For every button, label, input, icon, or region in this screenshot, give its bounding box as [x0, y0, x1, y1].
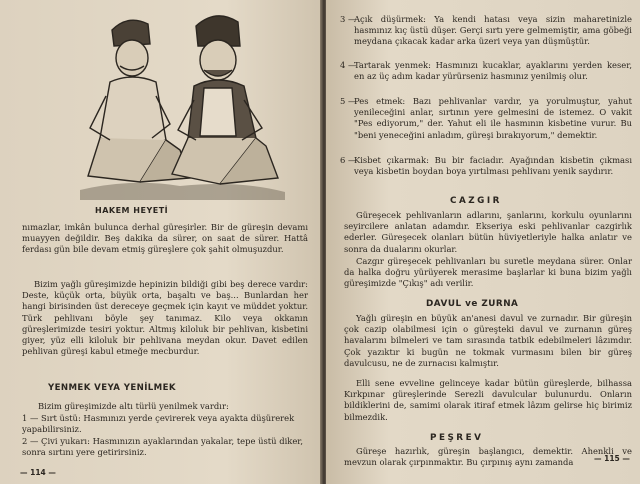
right-paragraph-4: [344, 378, 632, 423]
item-text: Tartarak yenmek: Hasmınızı kucaklar, ayaklarını yerden keser, en az üç adım kadar yürürseniz hasmınız yenilmiş olur.: [354, 60, 632, 82]
left-paragraph-3: [38, 401, 308, 412]
paragraph-text: Bizim güreşimizde altı türlü yenilmek vardır:: [38, 401, 229, 411]
paragraph-text: Yağlı güreşin en büyük an'anesi davul ve zurnadır. Bir güreşin çok cazip olabilmesi için o güreşteki davul ve zurnanın güreş havalarını bilmeleri ve tam sırasında tatbik edebilmeleri lâzımdır. Çok yazıktır ki bugün ne tokmak vurmasını bilen bir güreş davulcusu, ne de zurnacısı kalmıştır.: [344, 313, 632, 368]
list-item: [340, 60, 632, 82]
paragraph-text: Cazgır güreşecek pehlivanları bu suretle meydana sürer. Onlar da halka doğru yürüyerek merasime başlarlar ki buna bizim yağlı güreşimizde "Çıkış" adı verilir.: [344, 256, 632, 289]
list-item: [340, 14, 632, 48]
list-item: [22, 413, 312, 435]
section-heading-davul-zurna: DAVUL ve ZURNA: [426, 299, 519, 309]
list-item: [340, 155, 632, 177]
right-paragraph-3: [344, 313, 632, 369]
item-number: 2 —: [22, 436, 39, 446]
section-heading: YENMEK VEYA YENİLMEK: [48, 383, 176, 393]
item-number: 6 —: [340, 155, 357, 165]
right-paragraph-2: [344, 256, 632, 290]
illustration-caption: HAKEM HEYETİ: [95, 206, 169, 215]
left-paragraph-1: [22, 222, 308, 256]
left-paragraph-2: [22, 279, 308, 357]
right-paragraph-5: [344, 446, 632, 468]
list-item: [22, 436, 312, 458]
wrestlers-illustration: [70, 0, 290, 210]
item-text: Kisbet çıkarmak: Bu bir faciadır. Ayağından kisbetin çıkması veya kisbetin boydan boya yırtılması pehlivanı yenik saydırır.: [354, 155, 632, 177]
paragraph-text: Güreşe hazırlık, güreşin başlangıcı, demektir. Ahenkli ve mevzun olarak çırpınmaktır. Bu çırpınış aynı zamanda: [344, 446, 632, 468]
section-heading-cazgir: CAZGIR: [450, 196, 502, 206]
item-text: Açık düşürmek: Ya kendi hatası veya sizin maharetinizle hasmınız kıç üstü düşer. Gerçi sırtı yere gelmemiştir, ama göbeği meydana çıkacak kadar arka üzeri veya yan düşmüştür.: [354, 14, 632, 47]
list-item: [340, 96, 632, 141]
page-number: — 115 —: [594, 454, 630, 463]
paragraph-text: nımazlar, imkân bulunca derhal güreşirler. Bir de güreşin devamı muayyen değildir. Beş dakika da sürer, on saat de sürer. Hattâ ferdası gün bile devam etmiş güreşlere çok şahit olmuşuzdur.: [22, 222, 308, 255]
item-text: Sırt üstü: Hasmınızı yerde çevirerek veya ayakta düşürerek yapabilirsiniz.: [22, 413, 295, 435]
item-number: 5 —: [340, 96, 357, 106]
right-paragraph-1: [344, 210, 632, 255]
page-number: — 114 —: [20, 468, 56, 477]
item-text: Çivi yukarı: Hasmınızın ayaklarından yakalar, tepe üstü diker, sonra sırtını yere getirirsiniz.: [22, 436, 304, 458]
paragraph-text: Elli sene evveline gelinceye kadar bütün güreşlerde, bilhassa Kırkpınar güreşlerinde Serezli davulcular bulunurdu. Onların bildiklerini de, samimi olarak itiraf etmek lâzım gelirse hiç birimiz bilmezdik.: [344, 378, 632, 422]
section-heading-pesrev: PEŞREV: [430, 433, 484, 443]
item-number: 1 —: [22, 413, 39, 423]
item-number: 3 —: [340, 14, 357, 24]
right-page: [326, 0, 640, 484]
item-number: 4 —: [340, 60, 357, 70]
paragraph-text: Güreşecek pehlivanların adlarını, şanlarını, korkulu oyunlarını seyircilere anlatan adamdır. Ekseriya eski pehlivanlar cazgirlık ederler. Güreşecek olanları bütün hüviyetleriyle halka anlatır ve sonra da dualarını okurlar.: [344, 210, 632, 254]
paragraph-text: Bizim yağlı güreşimizde hepinizin bildiği gibi beş derece vardır: Deste, küçük orta, büyük orta, başaltı ve baş... Bunlardan her hangi birisinden üst dereceye geçmek için kayıt ve müddet yoktur. Türk pehlivanı böyle şey tanımaz. Kilo veya okkanın güreşlerimizde tesiri yoktur. Altmış kiloluk bir pehlivan, kisbetini giyer, yüz elli kiloluk bir pehlivana meydan okur. Davet edilen pehlivan güreşi kabul etmeğe mecburdur.: [22, 279, 308, 357]
item-text: Pes etmek: Bazı pehlivanlar vardır, ya yorulmuştur, yahut yenileceğini anlar, sırtının yere gelmesini de istemez. O vakit "Pes ediyorum," der. Yahut eli ile hasmının kisbetine vurur. Bu "beni yeneceğini anladım, güreşi bırakıyorum," demektir.: [354, 96, 632, 140]
